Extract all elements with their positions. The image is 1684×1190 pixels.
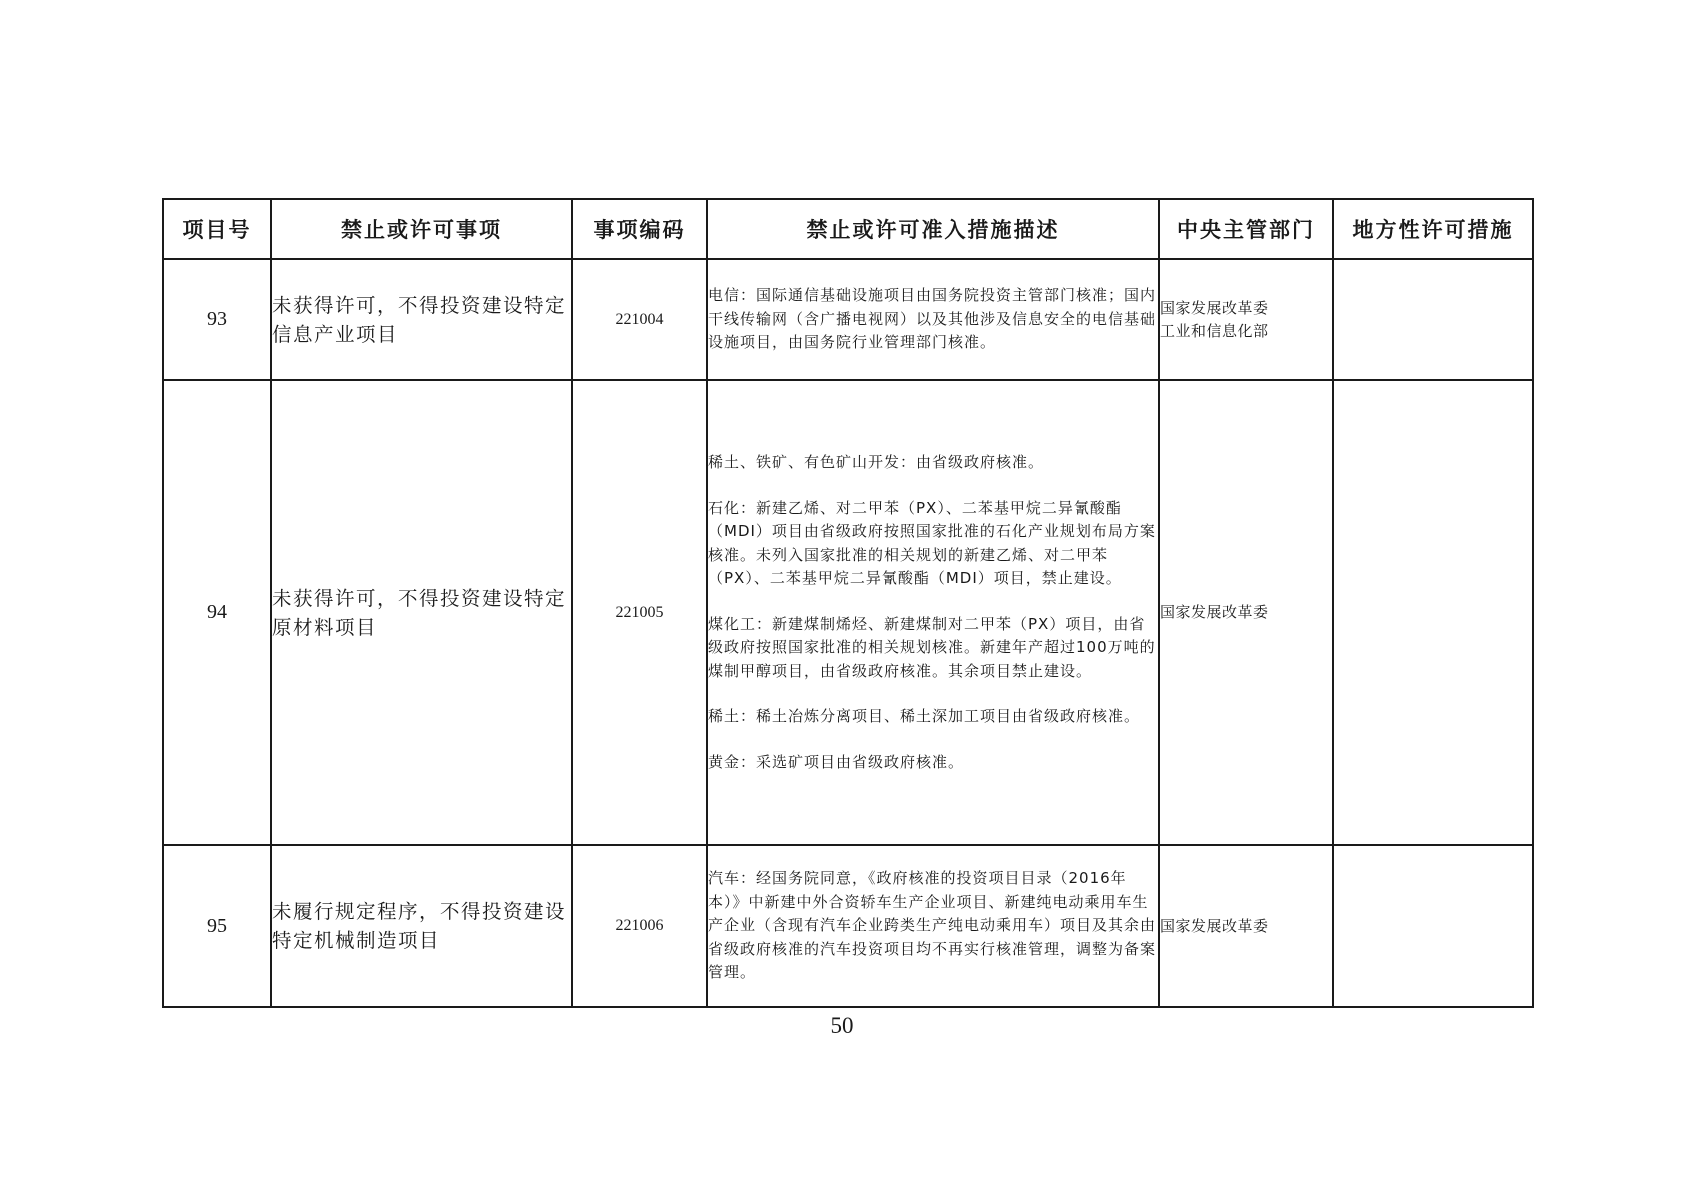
row-local-measure xyxy=(1333,380,1533,845)
row-description xyxy=(707,380,1159,845)
header-item-name: 禁止或许可事项 xyxy=(271,199,572,259)
header-central-department: 中央主管部门 xyxy=(1159,199,1333,259)
description-paragraph: 石化：新建乙烯、对二甲苯（PX）、二苯基甲烷二异氰酸酯（MDI）项目由省级政府按照国家批准的石化产业规划布局方案核准。未列入国家批准的相关规划的新建乙烯、对二甲苯（PX）、二苯基甲烷二异氰酸酯（MDI）项目，禁止建设。 xyxy=(708,498,1156,587)
department-name: 国家发展改革委 xyxy=(1160,298,1269,317)
table-row xyxy=(163,845,1533,1007)
row-code: 221005 xyxy=(572,380,707,845)
department-name: 工业和信息化部 xyxy=(1160,321,1269,340)
row-item: 未履行规定程序，不得投资建设特定机械制造项目 xyxy=(271,845,572,1007)
row-local-measure xyxy=(1333,845,1533,1007)
row-description xyxy=(707,259,1159,380)
header-local-measures: 地方性许可措施 xyxy=(1333,199,1533,259)
row-description xyxy=(707,845,1159,1007)
row-department xyxy=(1159,845,1333,1007)
table-row xyxy=(163,259,1533,380)
header-item-number: 项目号 xyxy=(163,199,271,259)
row-department xyxy=(1159,380,1333,845)
description-paragraph: 稀土、铁矿、有色矿山开发：由省级政府核准。 xyxy=(708,453,1045,471)
department-name: 国家发展改革委 xyxy=(1160,916,1269,935)
description-paragraph: 黄金：采选矿项目由省级政府核准。 xyxy=(708,752,965,771)
department-name: 国家发展改革委 xyxy=(1160,603,1269,621)
description-paragraph: 稀土：稀土冶炼分离项目、稀土深加工项目由省级政府核准。 xyxy=(708,707,1141,725)
header-measure-description: 禁止或许可准入措施描述 xyxy=(707,199,1159,259)
row-number: 95 xyxy=(163,845,271,1007)
row-number: 94 xyxy=(163,380,271,845)
table-row xyxy=(163,380,1533,845)
table-header-row xyxy=(163,199,1533,259)
row-code: 221006 xyxy=(572,845,707,1007)
row-department xyxy=(1159,259,1333,380)
row-item: 未获得许可，不得投资建设特定原材料项目 xyxy=(271,380,572,845)
permit-table xyxy=(162,198,1534,1008)
page-number: 50 xyxy=(830,1013,854,1038)
row-number: 93 xyxy=(163,259,271,380)
row-item: 未获得许可，不得投资建设特定信息产业项目 xyxy=(271,259,572,380)
row-code: 221004 xyxy=(572,259,707,380)
description-paragraph: 煤化工：新建煤制烯烃、新建煤制对二甲苯（PX）项目，由省级政府按照国家批准的相关规划核准。新建年产超过100万吨的煤制甲醇项目，由省级政府核准。其余项目禁止建设。 xyxy=(708,614,1156,680)
row-local-measure xyxy=(1333,259,1533,380)
description-paragraph: 电信：国际通信基础设施项目由国务院投资主管部门核准；国内干线传输网（含广播电视网）以及其他涉及信息安全的电信基础设施项目，由国务院行业管理部门核准。 xyxy=(708,286,1157,352)
description-paragraph: 汽车：经国务院同意，《政府核准的投资项目目录（2016年本）》中新建中外合资轿车生产企业项目、新建纯电动乘用车生产企业（含现有汽车企业跨类生产纯电动乘用车）项目及其余由省级政府核准的汽车投资项目均不再实行核准管理，调整为备案管理。 xyxy=(708,869,1157,982)
header-item-code: 事项编码 xyxy=(572,199,707,259)
